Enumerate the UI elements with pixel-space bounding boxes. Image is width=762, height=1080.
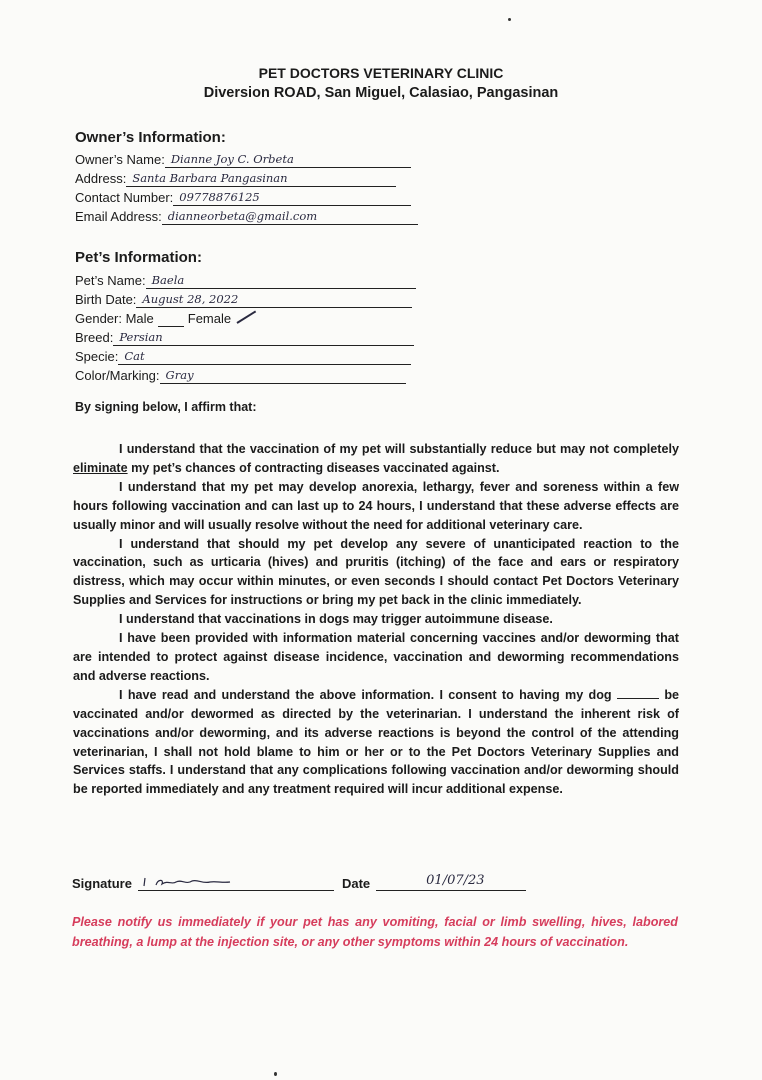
gender-female-label: Female: [187, 311, 232, 326]
signature-field[interactable]: [138, 872, 334, 891]
paragraph-vaccination: [73, 440, 679, 478]
clinic-address: Diversion ROAD, San Miguel, Calasiao, Pangasinan: [203, 85, 559, 101]
pet-section-title: Pet’s Information:: [75, 249, 202, 266]
address-label: Address:: [75, 171, 127, 186]
signature-scribble-icon: [142, 876, 234, 888]
gender-row: [75, 309, 263, 327]
owner-name-row: [75, 150, 411, 168]
signature-label: Signature: [72, 876, 132, 891]
contact-label: Contact Number:: [75, 190, 174, 205]
color-row: [75, 366, 406, 384]
specie-label: Specie:: [75, 349, 119, 364]
color-field[interactable]: Gray: [160, 368, 406, 384]
scan-speck: [508, 18, 511, 21]
contact-row: [75, 188, 411, 206]
p6-text-b: be vaccinated and/or dewormed as directed by the veterinarian. I understand the inherent risk of vaccinations and/or deworming, and its adverse reactions is beyond the control of the attending veterinarian, I shall not hold blame to him or her or to the Pet Doctors Veterinary Supplies and Services staffs. I understand that any complications following vaccination and/or deworming should be reported immediately and any treatment required will incur additional expense.: [73, 687, 680, 797]
breed-label: Breed:: [75, 330, 114, 345]
birth-date-row: [75, 290, 412, 308]
scan-speck: [274, 1072, 277, 1076]
p1-underlined: eliminate: [73, 460, 128, 475]
email-field[interactable]: dianneorbeta@gmail.com: [162, 209, 418, 225]
email-label: Email Address:: [75, 209, 162, 224]
p1-text-a: I understand that the vaccination of my pet will substantially reduce but may not completely: [119, 442, 679, 456]
contact-field[interactable]: 09778876125: [173, 190, 411, 206]
clinic-name: PET DOCTORS VETERINARY CLINIC: [258, 65, 504, 81]
pet-name-field[interactable]: Baela: [146, 273, 416, 289]
color-label: Color/Marking:: [75, 368, 160, 383]
owner-section-title: Owner’s Information:: [75, 129, 226, 146]
owner-name-label: Owner’s Name:: [75, 152, 165, 167]
p6-text-a: I have read and understand the above information. I consent to having my dog: [119, 687, 612, 702]
paragraph-side-effects: I understand that my pet may develop anorexia, lethargy, fever and soreness within a few hours following vaccination and can last up to 24 hours, I understand that these adverse effects are usually minor and will usually resolve without the need for additional veterinary care.: [73, 479, 679, 532]
female-check-icon[interactable]: [235, 311, 263, 327]
email-row: [75, 207, 418, 225]
male-checkbox[interactable]: [158, 312, 184, 327]
address-field[interactable]: Santa Barbara Pangasinan: [126, 171, 396, 187]
dog-name-blank[interactable]: [617, 686, 659, 699]
paragraph-autoimmune: I understand that vaccinations in dogs may trigger autoimmune disease.: [119, 612, 553, 627]
date-label: Date: [341, 876, 371, 891]
breed-row: [75, 328, 414, 346]
pet-name-label: Pet’s Name:: [75, 273, 146, 288]
specie-row: [75, 347, 411, 365]
breed-field[interactable]: Persian: [113, 330, 414, 346]
birth-date-label: Birth Date:: [75, 292, 137, 307]
birth-date-field[interactable]: August 28, 2022: [136, 292, 412, 308]
paragraph-information: I have been provided with information material concerning vaccines and/or deworming that are intended to protect against disease incidence, vaccination and deworming recommendations and adverse reactions.: [73, 631, 679, 683]
affirmation-body: [73, 440, 679, 799]
owner-name-field[interactable]: Dianne Joy C. Orbeta: [165, 152, 411, 168]
specie-field[interactable]: Cat: [118, 349, 411, 365]
p1-text-b: my pet’s chances of contracting diseases vaccinated against.: [127, 460, 500, 475]
signature-row: [72, 872, 526, 891]
affirm-heading: By signing below, I affirm that:: [75, 400, 257, 414]
gender-male-label: Gender: Male: [75, 311, 154, 326]
form-header: [0, 64, 762, 103]
address-row: [75, 169, 396, 187]
paragraph-reactions: I understand that should my pet develop any severe of unanticipated reaction to the vaccination, such as urticaria (hives) and pruritis (itching) of the face and ears or respiratory distress, which may occur within minutes, or even seconds I should contact Pet Doctors Veterinary Supplies and Services for instructions or bring my pet back in the clinic immediately.: [73, 536, 679, 608]
notice-text: Please notify us immediately if your pet has any vomiting, facial or limb swelling, hives, labored breathing, a lump at the injection site, or any other symptoms within 24 hours of vaccination.: [72, 915, 678, 949]
paragraph-consent: [73, 686, 679, 799]
date-field[interactable]: 01/07/23: [376, 873, 526, 891]
pet-name-row: [75, 271, 416, 289]
